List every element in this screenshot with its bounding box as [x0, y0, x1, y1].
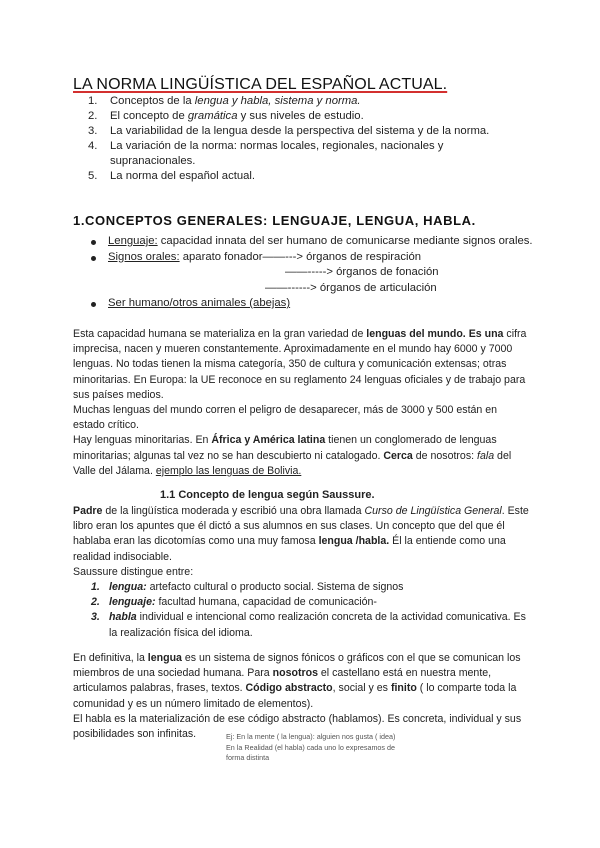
- toc-item: 1. Conceptos de la lengua y habla, sistema y norma.: [88, 95, 361, 107]
- bullet-icon: [91, 256, 96, 261]
- arrow-line: ——------> órganos de articulación: [265, 281, 437, 294]
- numbered-list: [73, 580, 529, 641]
- page-title: LA NORMA LINGÜÍSTICA DEL ESPAÑOL ACTUAL.: [73, 76, 448, 93]
- bullet-ser-humano: Ser humano/otros animales (abejas): [88, 296, 538, 312]
- toc-item: 2. El concepto de gramática y sus niveles de estudio.: [88, 110, 364, 122]
- toc-item: 5. La norma del español actual.: [88, 170, 256, 182]
- body-paragraphs: [73, 327, 529, 479]
- bullet-signos-orales: Signos orales: aparato fonador——---> órganos de respiración ——-----> órganos de fonación ——------> órganos de articulación: [88, 250, 538, 297]
- paragraph: En definitiva, la lengua es un sistema de signos fónicos o gráficos con el que se comunican los miembros de una sociedad humana. Para nosotros el castellano está en nuestra mente, articulamos palabras, frases, textos. Código abstracto, social y es finito ( lo comparte toda la comunidad y es un número limitado de elementos).: [73, 652, 521, 710]
- arrow-line: ——-----> órganos de fonación: [285, 266, 439, 278]
- table-of-contents: [88, 94, 518, 184]
- subsection-heading: 1.1 Concepto de lengua según Saussure.: [160, 489, 375, 501]
- saussure-section: [73, 504, 529, 641]
- paragraph: Padre de la lingüística moderada y escribió una obra llamada Curso de Lingüística General. Este libro eran los apuntes que él dictó a sus alumnos en sus clases. Un concepto que del que él hablaba eran las dicotomías como una muy famosa lengua /habla. Él la entiende como una realidad indisociable.: [73, 505, 529, 563]
- bullet-lenguaje: Lenguaje: capacidad innata del ser humano de comunicarse mediante signos orales.: [88, 234, 538, 250]
- conclusion-paragraphs: [73, 651, 529, 742]
- list-item: 1. lengua: artefacto cultural o producto social. Sistema de signos: [91, 581, 404, 594]
- toc-item: 3. La variabilidad de la lengua desde la perspectiva del sistema y de la norma.: [88, 125, 490, 137]
- concept-bullets: [88, 234, 538, 312]
- bullet-icon: [91, 240, 96, 245]
- paragraph: Hay lenguas minoritarias. En África y América latina tienen un conglomerado de lenguas minoritarias; algunas tal vez no se han descubierto ni catalogado. Cerca de nosotros: fala del Valle del Jálama. ejemplo las lenguas de Bolivia.: [73, 434, 512, 477]
- paragraph: Muchas lenguas del mundo corren el peligro de desaparecer, más de 3000 y 500 están en estado crítico.: [73, 404, 498, 432]
- list-item: 2. lenguaje: facultad humana, capacidad de comunicación-: [91, 596, 377, 609]
- paragraph: El habla es la materialización de ese código abstracto (hablamos). Es concreta, individual y sus posibilidades son infinitas.: [73, 712, 522, 741]
- section-heading: 1.CONCEPTOS GENERALES: LENGUAJE, LENGUA, HABLA.: [73, 213, 476, 228]
- bullet-icon: [91, 302, 96, 307]
- list-item: 3. habla individual e intencional como realización concreta de la actividad comunicativa. Es la realización física del idioma.: [91, 611, 526, 639]
- paragraph: Saussure distingue entre:: [73, 565, 194, 578]
- margin-note: Ej: En la mente ( la lengua): alguien nos gusta ( idea) En la Realidad (el habla) cada uno lo expresamos de forma distinta: [226, 732, 396, 762]
- toc-item: 4. La variación de la norma: normas locales, regionales, nacionales y supranacionales.: [88, 140, 444, 167]
- paragraph: Esta capacidad humana se materializa en la gran variedad de lenguas del mundo. Es una cifra imprecisa, nacen y mueren constantemente. Aproximadamente en el mundo hay 6000 y 7000 lenguas. No todas tienen la misma categoría, 350 de cultura y comunicación extensas; otras minoritarias. En Europa: la UE reconoce en su reglamento 24 lenguas oficiales y de trabajo para sus países medios.: [73, 328, 527, 401]
